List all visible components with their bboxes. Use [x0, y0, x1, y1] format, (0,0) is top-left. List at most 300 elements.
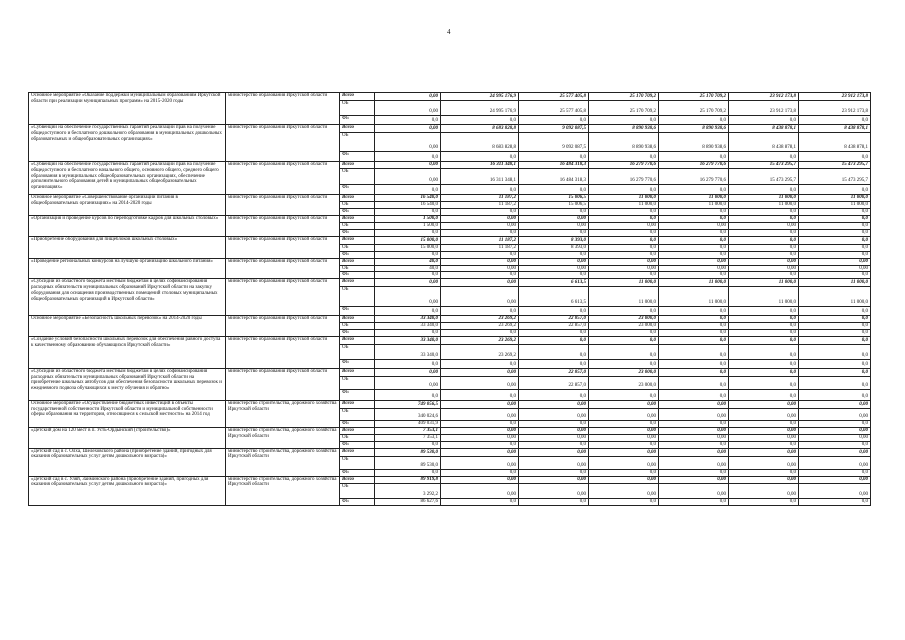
amount-cell: 0,0 — [659, 272, 729, 279]
amount-cell: 0,0 — [519, 116, 589, 125]
amount-cell: 0,0 — [659, 251, 729, 258]
funding-source-label: ОБ — [340, 265, 375, 272]
amount-cell: 15 473 295,7 — [729, 169, 799, 185]
amount-cell: 0,0 — [729, 389, 799, 400]
funding-source-label: Всего — [340, 448, 375, 456]
amount-cell: 33 340,0 — [375, 323, 441, 330]
amount-cell: 0,0 — [441, 185, 519, 195]
amount-cell: 0,0 — [799, 152, 871, 162]
amount-cell: 0,0 — [589, 244, 659, 251]
funding-source-label: ОБ — [340, 376, 375, 389]
amount-cell: 0,00 — [729, 223, 799, 230]
amount-cell: 0,0 — [519, 251, 589, 258]
amount-cell: 11 187,2 — [441, 202, 519, 209]
amount-cell: 11 000,0 — [659, 202, 729, 209]
amount-cell: 8 683 828,8 — [441, 125, 519, 133]
amount-cell: 0,00 — [375, 287, 441, 307]
amount-cell: 0,0 — [519, 344, 589, 359]
amount-cell: 0,00 — [729, 476, 799, 483]
amount-cell: 0,0 — [375, 152, 441, 162]
amount-cell: 9 092 087,5 — [519, 133, 589, 152]
amount-cell: 0,0 — [589, 441, 659, 448]
amount-cell: 15 006,5 — [519, 195, 589, 202]
amount-cell: 0,0 — [375, 359, 441, 368]
amount-cell: 0,00 — [375, 376, 441, 389]
amount-cell: 11 000,0 — [799, 195, 871, 202]
amount-cell: 11 000,0 — [729, 279, 799, 287]
activity-description: «Детский дом на 120 мест в п. Усть-Ордынский (строительство)» — [29, 427, 226, 448]
amount-cell: 0,00 — [519, 265, 589, 272]
amount-cell: 1 500,0 — [375, 216, 441, 223]
amount-cell: 3 292,2 — [375, 483, 441, 498]
amount-cell: 0,00 — [441, 287, 519, 307]
amount-cell: 0,0 — [729, 307, 799, 316]
amount-cell: 25 170 709,2 — [659, 101, 729, 116]
activity-description: «Детский сад в с. Олха, Шелеховского района (приобретение зданий, пригодных для оказания образовательных услуг детям дошкольного возраста)» — [29, 448, 226, 476]
funding-source-label: ОБ — [340, 202, 375, 209]
funding-source-label: Всего — [340, 279, 375, 287]
responsible-executor: министерство образования Иркутской области — [226, 162, 340, 195]
amount-cell: 0,00 — [729, 427, 799, 434]
funding-source-label: ФБ — [340, 359, 375, 368]
amount-cell: 0,00 — [799, 476, 871, 483]
amount-cell: 0,0 — [659, 152, 729, 162]
funding-source-label: Всего — [340, 316, 375, 323]
amount-cell: 8 393,0 — [519, 244, 589, 251]
amount-cell: 16 484 318,3 — [519, 162, 589, 169]
amount-cell: 15 473 295,7 — [799, 162, 871, 169]
funding-source-label: ОБ — [340, 101, 375, 116]
amount-cell: 0,0 — [375, 389, 441, 400]
amount-cell: 11 187,2 — [441, 244, 519, 251]
responsible-executor: министерство образования Иркутской области — [226, 368, 340, 400]
amount-cell: 0,0 — [519, 185, 589, 195]
table-row — [29, 258, 871, 265]
amount-cell: 0,00 — [441, 448, 519, 456]
amount-cell: 0,00 — [519, 223, 589, 230]
amount-cell: 8 393,0 — [519, 236, 589, 244]
amount-cell: 0,0 — [659, 323, 729, 330]
amount-cell: 0,0 — [441, 329, 519, 336]
amount-cell: 23 269,2 — [441, 336, 519, 344]
table-row — [29, 162, 871, 169]
amount-cell: 0,00 — [519, 476, 589, 483]
amount-cell: 11 000,0 — [729, 287, 799, 307]
funding-source-label: Всего — [340, 162, 375, 169]
amount-cell: 0,00 — [589, 265, 659, 272]
amount-cell: 0,00 — [589, 400, 659, 408]
funding-source-label: ОБ — [340, 244, 375, 251]
amount-cell: 89 919,8 — [375, 476, 441, 483]
amount-cell: 0,00 — [519, 483, 589, 498]
activity-description: «Субсидии из областного бюджета местным бюджетам в целях софинансирования расходных обязательств муниципальных образований Иркутской области на приобретение школьных автобусов для обеспечения безопасности школьных перевозок и ежедневного подвоза обучающихся к месту обучения и обратно» — [29, 368, 226, 400]
amount-cell: 0,00 — [799, 400, 871, 408]
amount-cell: 0,00 — [589, 448, 659, 456]
amount-cell: 0,0 — [729, 236, 799, 244]
amount-cell: 8 890 938,6 — [589, 133, 659, 152]
amount-cell: 25 577 405,8 — [519, 93, 589, 101]
amount-cell: 22 857,0 — [519, 368, 589, 376]
amount-cell: 7 353,1 — [375, 434, 441, 441]
table-row — [29, 93, 871, 101]
amount-cell: 0,0 — [729, 272, 799, 279]
amount-cell: 11 000,0 — [589, 287, 659, 307]
responsible-executor: министерство строительства, дорожного хозяйства Иркутской области — [226, 400, 340, 427]
amount-cell: 0,00 — [441, 265, 519, 272]
amount-cell: 0,00 — [589, 476, 659, 483]
amount-cell: 0,0 — [441, 307, 519, 316]
amount-cell: 0,0 — [659, 441, 729, 448]
amount-cell: 0,00 — [589, 456, 659, 469]
amount-cell: 0,0 — [659, 498, 729, 505]
funding-source-label: ФБ — [340, 420, 375, 427]
activity-description: Основное мероприятие «Безопасность школьных перевозок» на 2014-2020 годы — [29, 316, 226, 337]
amount-cell: 0,0 — [375, 209, 441, 216]
amount-cell: 0,00 — [589, 483, 659, 498]
amount-cell: 0,00 — [729, 483, 799, 498]
amount-cell: 0,0 — [799, 359, 871, 368]
activity-description: «Проведение региональных конкурсов на лучшую организацию школьного питания» — [29, 258, 226, 279]
amount-cell: 0,0 — [375, 307, 441, 316]
amount-cell: 0,0 — [729, 185, 799, 195]
amount-cell: 0,0 — [799, 209, 871, 216]
amount-cell: 8 890 938,6 — [589, 125, 659, 133]
amount-cell: 11 000,0 — [589, 195, 659, 202]
activity-description: «Создание условий безопасности школьных перевозок для обеспечения равного доступа к качественному образованию обучающихся Иркутской области» — [29, 336, 226, 368]
amount-cell: 0,00 — [519, 400, 589, 408]
amount-cell: 0,00 — [441, 408, 519, 420]
amount-cell: 0,00 — [519, 448, 589, 456]
amount-cell: 0,0 — [659, 236, 729, 244]
responsible-executor: министерство строительства, дорожного хозяйства Иркутской области — [226, 448, 340, 476]
responsible-executor: министерство строительства, дорожного хозяйства Иркутской области — [226, 476, 340, 505]
funding-source-label: ФБ — [340, 209, 375, 216]
amount-cell: 0,00 — [519, 456, 589, 469]
amount-cell: 0,00 — [375, 279, 441, 287]
amount-cell: 0,0 — [589, 185, 659, 195]
amount-cell: 0,00 — [799, 434, 871, 441]
amount-cell: 0,00 — [519, 427, 589, 434]
amount-cell: 0,00 — [729, 265, 799, 272]
amount-cell: 0,0 — [519, 469, 589, 476]
amount-cell: 0,0 — [441, 230, 519, 237]
amount-cell: 0,0 — [375, 329, 441, 336]
amount-cell: 0,00 — [375, 368, 441, 376]
amount-cell: 11 000,0 — [589, 202, 659, 209]
funding-source-label: ФБ — [340, 152, 375, 162]
amount-cell: 0,0 — [519, 359, 589, 368]
amount-cell: 0,0 — [799, 272, 871, 279]
amount-cell: 0,0 — [799, 469, 871, 476]
amount-cell: 0,0 — [519, 420, 589, 427]
amount-cell: 0,0 — [659, 336, 729, 344]
amount-cell: 0,0 — [659, 359, 729, 368]
activity-description: «Субвенции на обеспечение государственных гарантий реализации прав на получение общедоступного и бесплатного начального общего, основного общего, среднего общего образования в муниципальных общеобразовательных организациях, обеспечение дополнительного образования детей в муниципальных общеобразовательных организациях» — [29, 162, 226, 195]
amount-cell: 23 269,2 — [441, 344, 519, 359]
amount-cell: 1 500,0 — [375, 223, 441, 230]
amount-cell: 23 000,0 — [589, 323, 659, 330]
amount-cell: 0,0 — [659, 376, 729, 389]
table-row — [29, 448, 871, 456]
amount-cell: 0,00 — [441, 216, 519, 223]
amount-cell: 0,0 — [589, 216, 659, 223]
amount-cell: 0,00 — [659, 456, 729, 469]
amount-cell: 0,0 — [799, 236, 871, 244]
funding-source-label: ФБ — [340, 329, 375, 336]
amount-cell: 24 995 176,9 — [441, 93, 519, 101]
amount-cell: 0,00 — [375, 133, 441, 152]
funding-source-label: ФБ — [340, 230, 375, 237]
amount-cell: 0,0 — [441, 469, 519, 476]
amount-cell: 0,0 — [729, 420, 799, 427]
amount-cell: 0,0 — [441, 420, 519, 427]
amount-cell: 340 024,6 — [375, 408, 441, 420]
amount-cell: 0,00 — [589, 408, 659, 420]
amount-cell: 11 000,0 — [799, 279, 871, 287]
amount-cell: 15 006,5 — [519, 202, 589, 209]
amount-cell: 7 353,1 — [375, 427, 441, 434]
responsible-executor: министерство образования Иркутской области — [226, 216, 340, 237]
funding-source-label: Всего — [340, 476, 375, 483]
amount-cell: 0,00 — [799, 258, 871, 265]
amount-cell: 86 627,6 — [375, 498, 441, 505]
amount-cell: 0,0 — [519, 209, 589, 216]
activity-description: Основное мероприятие «Оказание поддержки муниципальным образованиям Иркутской области при реализации муниципальных программ» на 2015-2020 годы — [29, 93, 226, 125]
amount-cell: 22 857,0 — [519, 323, 589, 330]
funding-source-label: ФБ — [340, 441, 375, 448]
amount-cell: 33 340,0 — [375, 316, 441, 323]
amount-cell: 11 000,0 — [799, 202, 871, 209]
table-row — [29, 336, 871, 344]
amount-cell: 749 056,5 — [375, 400, 441, 408]
responsible-executor: министерство образования Иркутской области — [226, 316, 340, 337]
amount-cell: 0,00 — [375, 125, 441, 133]
amount-cell: 0,00 — [441, 223, 519, 230]
amount-cell: 33 340,0 — [375, 344, 441, 359]
amount-cell: 0,0 — [659, 316, 729, 323]
amount-cell: 0,00 — [799, 265, 871, 272]
amount-cell: 0,0 — [799, 244, 871, 251]
amount-cell: 0,0 — [589, 469, 659, 476]
amount-cell: 0,0 — [729, 216, 799, 223]
amount-cell: 0,0 — [441, 441, 519, 448]
amount-cell: 0,0 — [729, 244, 799, 251]
responsible-executor: министерство образования Иркутской области — [226, 236, 340, 258]
amount-cell: 0,0 — [519, 307, 589, 316]
amount-cell: 0,00 — [375, 93, 441, 101]
activity-description: «Субвенции на обеспечение государственных гарантий реализации прав на получение общедоступного и бесплатного дошкольного образования в муниципальных дошкольных образовательных и общеобразовательных организациях» — [29, 125, 226, 162]
amount-cell: 0,0 — [799, 498, 871, 505]
amount-cell: 11 000,0 — [659, 195, 729, 202]
funding-source-label: ФБ — [340, 272, 375, 279]
responsible-executor: министерство образования Иркутской области — [226, 258, 340, 279]
funding-source-label: ОБ — [340, 223, 375, 230]
amount-cell: 0,0 — [729, 230, 799, 237]
amount-cell: 0,0 — [659, 116, 729, 125]
amount-cell: 0,00 — [441, 258, 519, 265]
amount-cell: 16 279 770,6 — [659, 162, 729, 169]
amount-cell: 0,00 — [659, 265, 729, 272]
amount-cell: 409 031,9 — [375, 420, 441, 427]
amount-cell: 8 438 878,1 — [729, 133, 799, 152]
amount-cell: 0,00 — [375, 101, 441, 116]
amount-cell: 0,0 — [659, 329, 729, 336]
amount-cell: 0,0 — [659, 420, 729, 427]
amount-cell: 0,0 — [799, 389, 871, 400]
amount-cell: 0,00 — [375, 169, 441, 185]
amount-cell: 8 890 938,6 — [659, 133, 729, 152]
amount-cell: 0,0 — [589, 336, 659, 344]
amount-cell: 0,0 — [441, 251, 519, 258]
amount-cell: 0,00 — [729, 400, 799, 408]
funding-source-label: Всего — [340, 336, 375, 344]
amount-cell: 0,0 — [659, 368, 729, 376]
amount-cell: 15 000,0 — [375, 236, 441, 244]
amount-cell: 11 000,0 — [729, 202, 799, 209]
amount-cell: 0,00 — [659, 448, 729, 456]
amount-cell: 0,00 — [659, 408, 729, 420]
amount-cell: 23 000,0 — [589, 368, 659, 376]
funding-source-label: Всего — [340, 427, 375, 434]
amount-cell: 0,0 — [589, 329, 659, 336]
amount-cell: 0,00 — [659, 476, 729, 483]
amount-cell: 23 912 173,8 — [799, 93, 871, 101]
amount-cell: 0,0 — [519, 230, 589, 237]
amount-cell: 0,0 — [729, 116, 799, 125]
responsible-executor: министерство строительства, дорожного хозяйства Иркутской области — [226, 427, 340, 448]
amount-cell: 33 340,0 — [375, 336, 441, 344]
table-body — [29, 93, 871, 506]
amount-cell: 0,0 — [729, 344, 799, 359]
amount-cell: 9 092 087,5 — [519, 125, 589, 133]
amount-cell: 0,0 — [729, 209, 799, 216]
activity-description: «Организация и проведение курсов по переподготовке кадров для школьных столовых» — [29, 216, 226, 237]
amount-cell: 25 170 709,2 — [589, 101, 659, 116]
amount-cell: 25 170 709,2 — [659, 93, 729, 101]
amount-cell: 0,0 — [589, 359, 659, 368]
funding-source-label: Всего — [340, 400, 375, 408]
amount-cell: 0,0 — [441, 116, 519, 125]
amount-cell: 0,00 — [729, 258, 799, 265]
amount-cell: 22 857,0 — [519, 316, 589, 323]
page-number: 4 — [447, 28, 451, 36]
amount-cell: 0,0 — [799, 116, 871, 125]
amount-cell: 0,00 — [441, 376, 519, 389]
amount-cell: 0,0 — [519, 152, 589, 162]
amount-cell: 0,00 — [589, 223, 659, 230]
amount-cell: 0,00 — [519, 216, 589, 223]
responsible-executor: министерство образования Иркутской области — [226, 93, 340, 125]
amount-cell: 16 311 348,1 — [441, 162, 519, 169]
amount-cell: 0,0 — [799, 307, 871, 316]
amount-cell: 0,00 — [799, 448, 871, 456]
program-budget-table — [28, 92, 871, 506]
amount-cell: 0,0 — [799, 368, 871, 376]
table-row — [29, 195, 871, 202]
amount-cell: 0,0 — [799, 323, 871, 330]
amount-cell: 8 683 828,8 — [441, 133, 519, 152]
amount-cell: 0,00 — [589, 258, 659, 265]
funding-source-label: Всего — [340, 195, 375, 202]
amount-cell: 0,0 — [519, 441, 589, 448]
amount-cell: 11 000,0 — [799, 287, 871, 307]
funding-source-label: ОБ — [340, 287, 375, 307]
amount-cell: 0,00 — [519, 434, 589, 441]
amount-cell: 0,0 — [799, 316, 871, 323]
amount-cell: 0,0 — [659, 244, 729, 251]
amount-cell: 16 540,0 — [375, 195, 441, 202]
amount-cell: 0,00 — [441, 483, 519, 498]
funding-source-label: ОБ — [340, 483, 375, 498]
amount-cell: 0,0 — [375, 272, 441, 279]
amount-cell: 0,0 — [375, 251, 441, 258]
amount-cell: 0,00 — [729, 408, 799, 420]
amount-cell: 0,00 — [659, 483, 729, 498]
amount-cell: 0,00 — [729, 434, 799, 441]
amount-cell: 0,0 — [519, 389, 589, 400]
funding-source-label: ОБ — [340, 434, 375, 441]
amount-cell: 0,0 — [799, 216, 871, 223]
responsible-executor: министерство образования Иркутской области — [226, 125, 340, 162]
amount-cell: 8 438 878,1 — [799, 133, 871, 152]
amount-cell: 0,00 — [799, 456, 871, 469]
funding-source-label: ФБ — [340, 251, 375, 258]
amount-cell: 0,0 — [589, 116, 659, 125]
amount-cell: 0,0 — [799, 376, 871, 389]
amount-cell: 0,0 — [375, 116, 441, 125]
funding-source-label: ФБ — [340, 185, 375, 195]
amount-cell: 0,0 — [659, 216, 729, 223]
funding-source-label: ОБ — [340, 408, 375, 420]
responsible-executor: министерство образования Иркутской области — [226, 279, 340, 316]
amount-cell: 25 170 709,2 — [589, 93, 659, 101]
table-row — [29, 476, 871, 483]
amount-cell: 0,0 — [799, 230, 871, 237]
amount-cell: 0,0 — [589, 251, 659, 258]
amount-cell: 0,0 — [729, 441, 799, 448]
amount-cell: 0,0 — [589, 230, 659, 237]
amount-cell: 0,0 — [799, 441, 871, 448]
amount-cell: 11 000,0 — [659, 287, 729, 307]
table-row — [29, 216, 871, 223]
amount-cell: 16 311 348,1 — [441, 169, 519, 185]
amount-cell: 40,0 — [375, 265, 441, 272]
amount-cell: 0,00 — [441, 427, 519, 434]
amount-cell: 0,0 — [799, 336, 871, 344]
amount-cell: 16 540,0 — [375, 202, 441, 209]
funding-source-label: ФБ — [340, 498, 375, 505]
amount-cell: 16 279 770,6 — [659, 169, 729, 185]
amount-cell: 0,0 — [441, 152, 519, 162]
table-row — [29, 279, 871, 287]
amount-cell: 0,0 — [375, 469, 441, 476]
amount-cell: 0,00 — [441, 456, 519, 469]
amount-cell: 0,0 — [589, 236, 659, 244]
amount-cell: 0,0 — [441, 359, 519, 368]
amount-cell: 0,0 — [729, 359, 799, 368]
amount-cell: 11 000,0 — [729, 195, 799, 202]
amount-cell: 0,0 — [589, 498, 659, 505]
amount-cell: 0,0 — [659, 389, 729, 400]
amount-cell: 0,00 — [729, 456, 799, 469]
amount-cell: 23 000,0 — [589, 316, 659, 323]
amount-cell: 89 530,0 — [375, 448, 441, 456]
amount-cell: 0,00 — [659, 427, 729, 434]
table-row — [29, 400, 871, 408]
amount-cell: 0,0 — [441, 389, 519, 400]
amount-cell: 0,0 — [589, 272, 659, 279]
amount-cell: 0,0 — [729, 376, 799, 389]
